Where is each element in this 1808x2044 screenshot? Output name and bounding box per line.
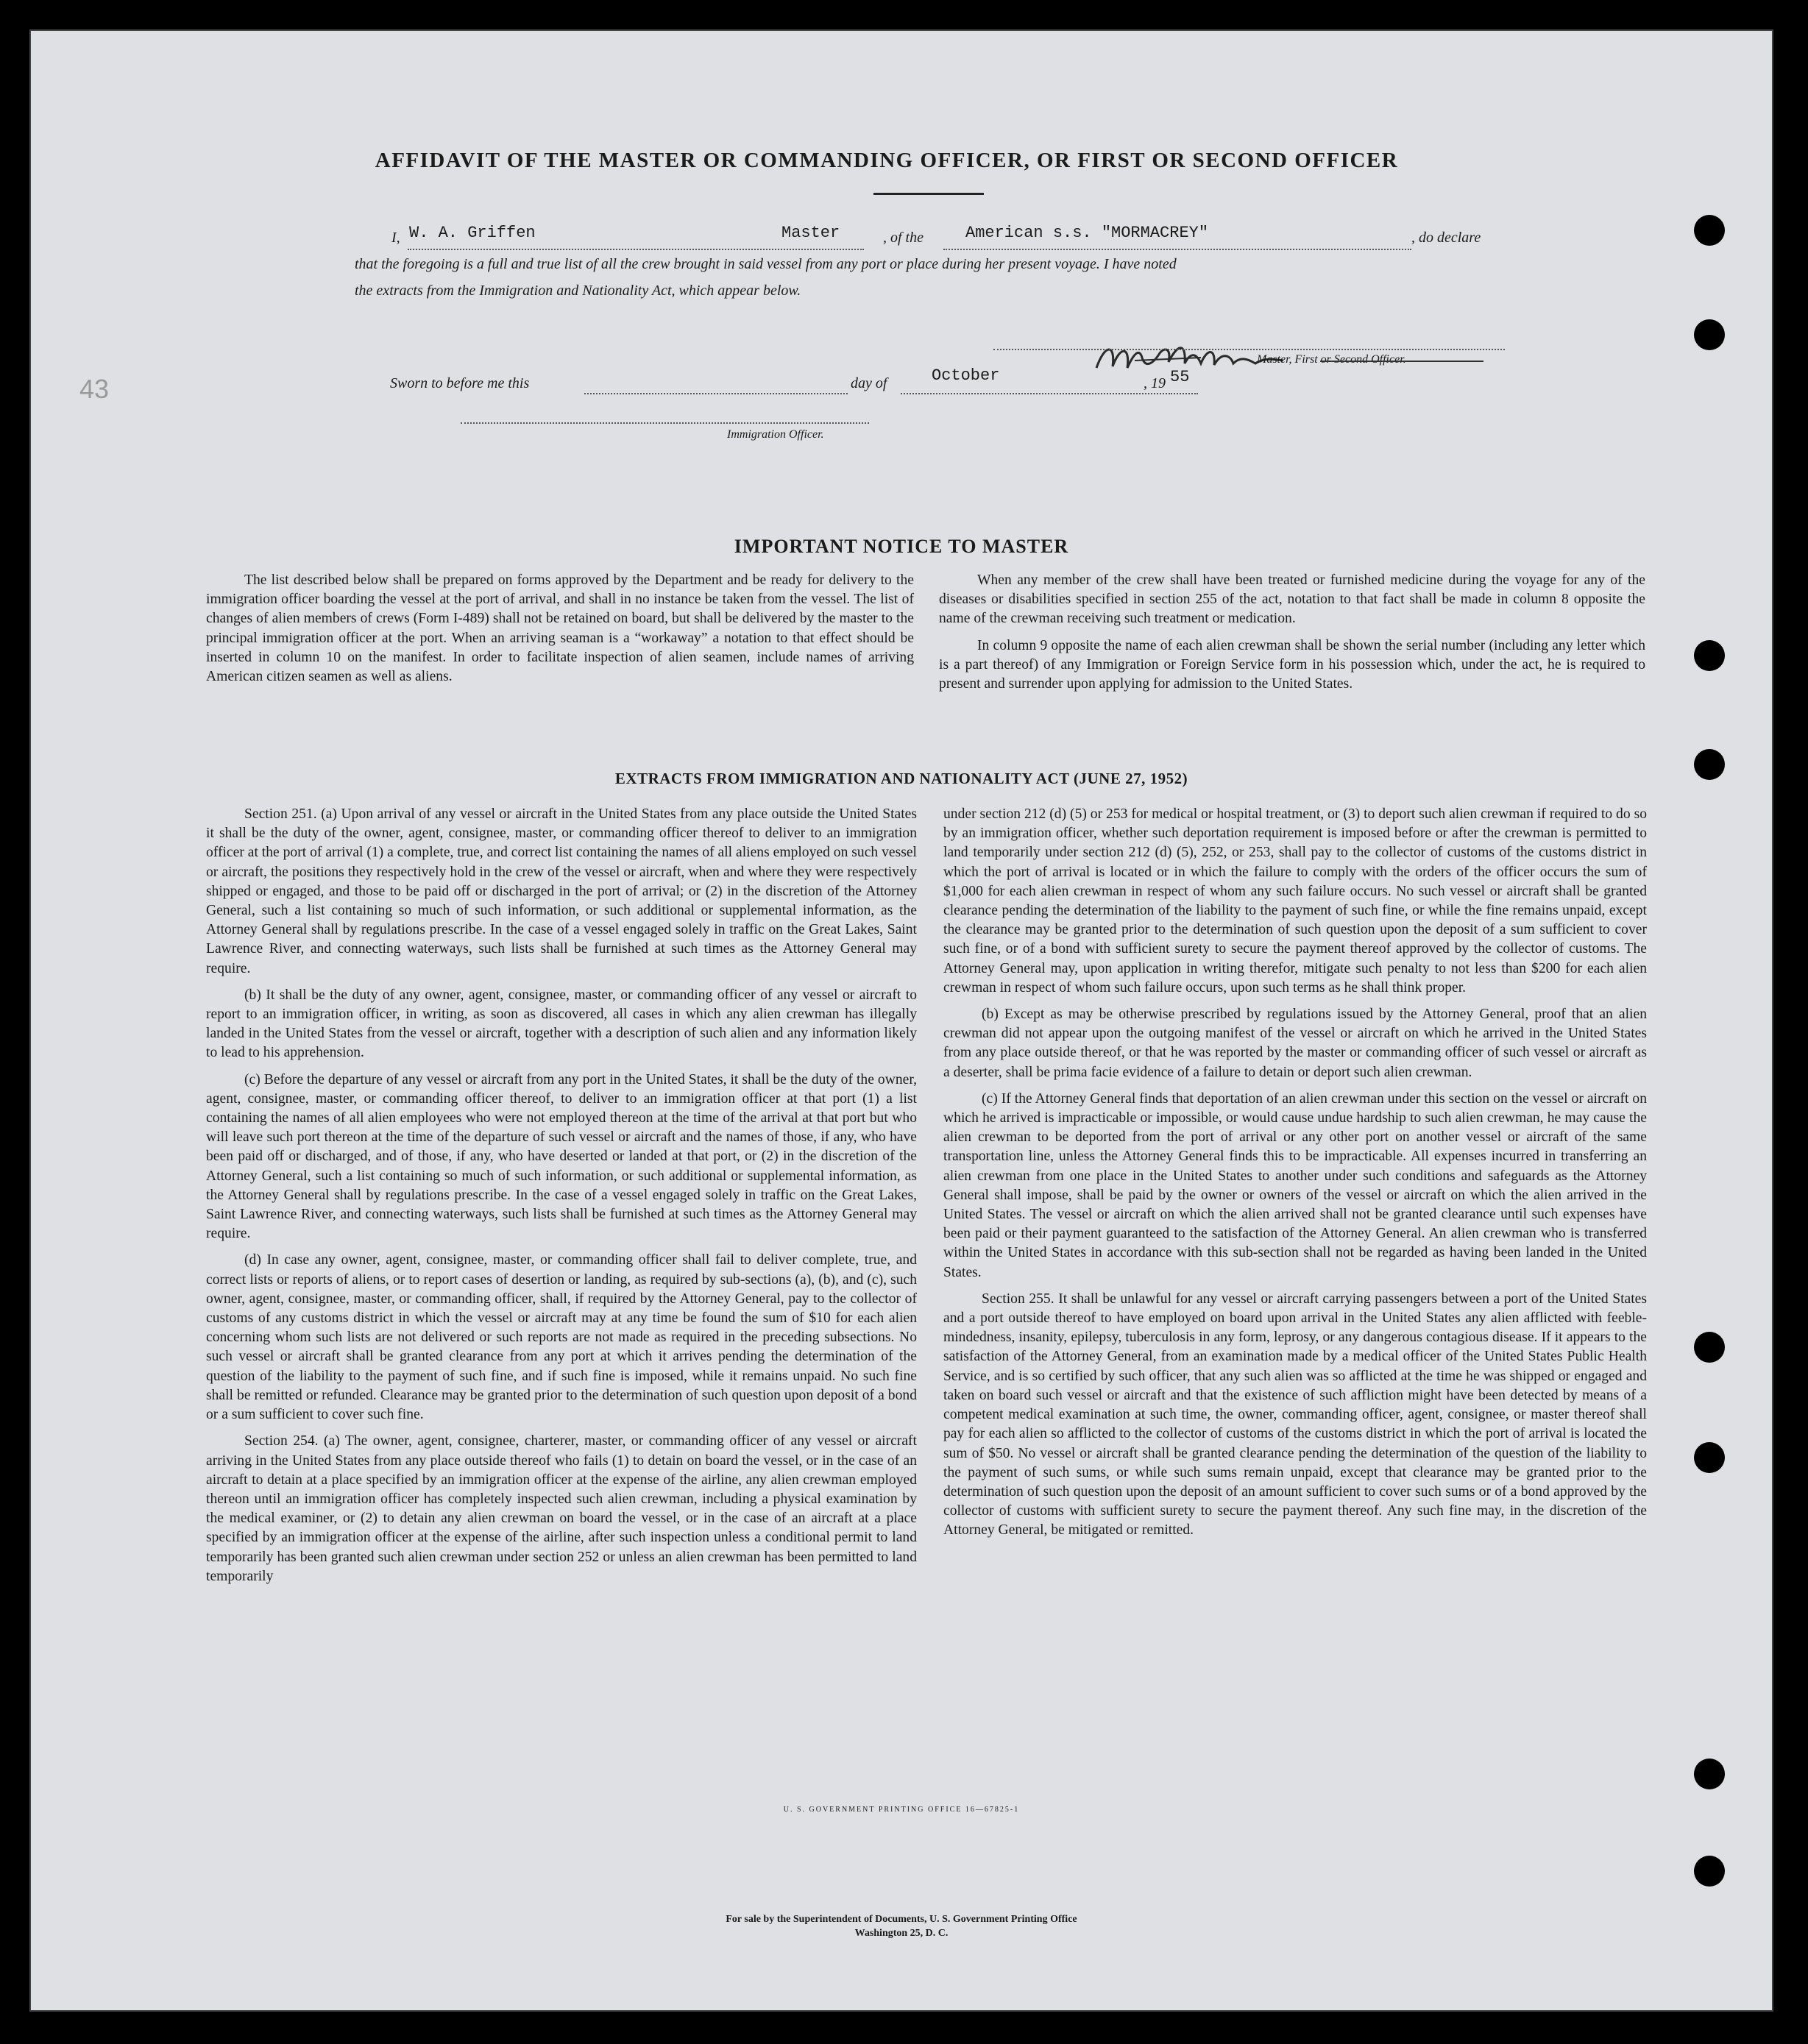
sworn-label: Sworn to before me this [390,375,530,391]
of-the-label: , of the [883,230,924,246]
notice-left-paragraph: The list described below shall be prepared on forms approved by the Department and be ready for delivery to the immigration officer boarding the vessel at the port of arrival, and shall in no instance be taken from the vessel. The list of changes of alien members of crews (Form I-489) shall not be retained on board, but shall be delivered by the master to the principal immigration officer at the port. When an arriving seaman is a “workaway” a notation to that effect should be inserted in column 10 on the manifest. In order to facilitate inspection of alien seamen, include names of arriving American citizen seamen as well as aliens. [206,572,914,685]
day-of-label: day of [851,375,887,391]
sworn-day-line [584,393,848,394]
name-line [408,249,864,250]
punch-hole [1694,1759,1725,1789]
affidavit-title: AFFIDAVIT OF THE MASTER OR COMMANDING OFFICER, OR FIRST OR SECOND OFFICER [375,149,1399,172]
signature-line [993,349,1505,350]
punch-hole [1694,1442,1725,1473]
vessel-value: American s.s. "MORMACREY" [965,224,1209,242]
notice-right-column [939,571,1645,701]
extracts-right-column [943,805,1647,1548]
year-value: 55 [1170,368,1190,386]
printing-office-line: U. S. GOVERNMENT PRINTING OFFICE 16—67825-1 [783,1806,1020,1814]
form-page [29,29,1773,2012]
extracts-title: EXTRACTS FROM IMMIGRATION AND NATIONALITY ACT (JUNE 27, 1952) [614,770,1188,787]
extracts-left-column [206,805,917,1594]
do-declare-label: , do declare [1411,230,1481,246]
section-251-b: (b) It shall be the duty of any owner, agent, consignee, master, or commanding officer of any vessel or aircraft to report to an immigration officer, in writing, as soon as discovered, all cases in which any alien crewman has illegally landed in the United States from the vessel or aircraft, together with a description of such alien and any information likely to lead to his apprehension. [206,987,917,1061]
month-line [901,393,1167,394]
section-255: Section 255. It shall be unlawful for any vessel or aircraft carrying passengers between a port of the United States and a port outside thereof to have employed on board upon arrival in the United States any alien afflicted with feeble-mindedness, insanity, epilepsy, tuberculosis in any form, leprosy, or any dangerous contagious disease. If it appears to the satisfaction of the Attorney General, from an examination made by a medical officer of the United States Public Health Service, and is so certified by such officer, that any such alien was so afflicted at the time he was shipped or engaged and taken on board such vessel or aircraft and that the existence of such affliction might have been detected by means of a competent medical examination at such time, the owner, commanding officer, agent, consignee, or master thereof shall pay for each alien so afflicted to the collector of customs of the customs district in which the port of arrival is located the sum of $50. No vessel or aircraft shall be granted clearance pending the determination of the question of the liability to the payment of such sums, or while such sums remain unpaid, except that clearance may be granted prior to the determination of such question upon the deposit of an amount sufficient to cover such sums or of a bond approved by the collector of customs with sufficient surety to secure the payment thereof. Any such fine may, in the discretion of the Attorney General, be mitigated or remitted. [943,1291,1647,1539]
section-254-a: Section 254. (a) The owner, agent, consignee, charterer, master, or commanding officer of any vessel or aircraft arriving in the United States from any place outside thereof who fails (1) to detain on board the vessel, or in the case of an aircraft to detain at a place specified by an immigration officer at the expense of the airline, any alien crewman employed thereon until an immigration officer has completely inspected such alien crewman, including a physical examination by the medical examiner, or (2) to detain any alien crewman on board the vessel, or in the case of an aircraft at a place specified by an immigration officer at the expense of the airline, after such inspection unless a conditional permit to land temporarily has been granted such alien crewman under section 252 or unless an alien crewman has been permitted to land temporarily [206,1433,917,1584]
section-251-c: (c) Before the departure of any vessel or aircraft from any port in the United States, it shall be the duty of the owner, agent, consignee, master, or commanding officer thereof, to deliver to an immigration officer at that port (1) a list containing the names of all alien employees who were not employed thereon at the time of the arrival at that port but who will leave such port thereon at the time of the departure of such vessel or aircraft and the names of those, if any, who have been paid off or discharged, and of those, if any, who have deserted or landed at that port, or (2) in the discretion of the Attorney General, such a list containing so much of such information, or such additional or supplemental information, as the Attorney General shall by regulations prescribe. In the case of a vessel engaged solely in traffic on the Great Lakes, Saint Lawrence River, and connecting waterways, such lists shall be furnished at such times as the Attorney General may require. [206,1071,917,1242]
punch-hole [1694,1332,1725,1363]
affidavit-line-2: that the foregoing is a full and true list of all the crew brought in said vessel from any port or place during her present voyage. I have noted [355,256,1177,272]
notice-right-paragraph-1: When any member of the crew shall have been treated or furnished medicine during the voyage for any of the diseases or disabilities specified in section 255 of the act, notation to that fact shall be made in column 8 opposite the name of the crewman receiving such treatment or medication. [939,572,1645,627]
i-label: I, [391,230,400,246]
year-prefix: , 19 [1144,375,1166,391]
immigration-officer-caption: Immigration Officer. [727,428,824,441]
punch-hole [1694,640,1725,671]
section-254-a-continued: under section 212 (d) (5) or 253 for medical or hospital treatment, or (3) to deport such alien crewman if required to do so by an immigration officer, whether such deportation requirement is imposed before or after the crewman is permitted to land temporarily under section 212 (d) (5), 252, or 253, shall pay to the collector of customs of the customs district in which the port of arrival is located or in which the failure to comply with the orders of the officer occurs the sum of $1,000 for each alien crewman in respect of whom any such failure occurs. No such vessel or aircraft shall be granted clearance pending the determination of the liability to the payment of such fine, or while the fine remains unpaid, except the clearance may be granted prior to the determination of such question upon the deposit of a sum sufficient to cover such fine, or of a bond with sufficient surety to secure the payment thereof approved by the collector of customs. The Attorney General may, upon application in writing therefor, mitigate such penalty to not less than $200 for each alien crewman in respect of whom such failure occurs, upon such terms as he shall think proper. [943,806,1647,996]
immigration-officer-line [461,422,869,424]
strikeout-first-second-officer [1320,361,1483,362]
rank-value: Master [781,224,840,242]
section-254-c: (c) If the Attorney General finds that deportation of an alien crewman under this section on the vessel or aircraft on which he arrived is impracticable or impossible, or would cause undue hardship to such alien crewman, he may cause the alien crewman to be deported from the port of arrival or any other port on another vessel or aircraft of the same transportation line, unless the Attorney General finds this to be impracticable. All expenses incurred in transferring an alien crewman from one place in the United States to another under such conditions and safeguards as the Attorney General shall impose, shall be paid by the owner or owners of the vessel or aircraft on which the alien arrived in the United States. The vessel or aircraft on which the alien arrived shall not be granted clearance until such expenses have been paid or their payment guaranteed to the satisfaction of the Attorney General. An alien crewman who is transferred within the United States in accordance with this sub-section shall not be regarded as having been landed in the United States. [943,1090,1647,1280]
punch-hole [1694,749,1725,780]
notice-right-paragraph-2: In column 9 opposite the name of each alien crewman shall be shown the serial number (including any letter which is a part thereof) of any Immigration or Foreign Service form in his possession which, under the act, he is required to present and surrender upon applying for admission to the United States. [939,637,1645,692]
punch-hole [1694,319,1725,350]
master-name-value: W. A. Griffen [409,224,536,242]
section-251-d: (d) In case any owner, agent, consignee, master, or commanding officer shall fail to deliver complete, true, and correct lists or reports of aliens, or to report cases of desertion or landing, as required by sub-sections (a), (b), and (c), such owner, agent, consignee, master, or commanding officer, shall, if required by the Attorney General, pay to the collector of customs of any customs district in which the vessel or aircraft may at any time be found the sum of $10 for each alien concerning whom such lists are not delivered or such reports are not made as required in the preceding subsections. No such vessel or aircraft shall be granted clearance from any port at which it arrives pending the determination of the question of the liability to the payment of such fine, and if such fine is imposed, while it remains unpaid. No such fine shall be remitted or refunded. Clearance may be granted prior to the determination of such question upon deposit of a bond or a sum sufficient to cover such fine. [206,1252,917,1423]
punch-hole [1694,215,1725,246]
notice-left-column [206,571,914,694]
margin-mark: 43 [79,374,110,404]
section-251-a: Section 251. (a) Upon arrival of any vessel or aircraft in the United States from any place outside the United States it shall be the duty of the owner, agent, consignee, master, or commanding officer thereof to deliver to an immigration officer at the port of arrival (1) a complete, true, and correct list containing the names of all aliens employed on such vessel or aircraft, the positions they respectively hold in the crew of the vessel or aircraft, when and where they were respectively shipped or engaged, and those to be paid off or discharged in the port of arrival; or (2) in the discretion of the Attorney General, such a list containing so much of such information, or such additional or supplemental information, as the Attorney General shall by regulations prescribe. In the case of a vessel engaged solely in traffic on the Great Lakes, Saint Lawrence River, and connecting waterways, such lists shall be furnished at such times as the Attorney General may require. [206,806,917,976]
notice-title: IMPORTANT NOTICE TO MASTER [734,536,1069,557]
month-value: October [932,366,1000,385]
vessel-line [943,249,1411,250]
section-254-b: (b) Except as may be otherwise prescribed by regulations issued by the Attorney General, proof that an alien crewman did not appear upon the outgoing manifest of the vessel or aircraft on which he arrived in the United States from any place outside thereof, or that he was reported by the master or commanding officer of such vessel or aircraft as a deserter, shall be prima facie evidence of a failure to detain or deport such alien crewman. [943,1007,1647,1080]
sale-notice-line-2: Washington 25, D. C. [854,1928,949,1939]
year-line [1169,393,1198,394]
sale-notice-line-1: For sale by the Superintendent of Documents, U. S. Government Printing Office [726,1914,1077,1925]
title-rule [873,193,984,195]
affidavit-line-3: the extracts from the Immigration and Nationality Act, which appear below. [355,283,801,299]
signature-caption: Master, First or Second Officer. [1257,353,1406,366]
punch-hole [1694,1856,1725,1887]
sale-notice [31,1912,1772,1940]
